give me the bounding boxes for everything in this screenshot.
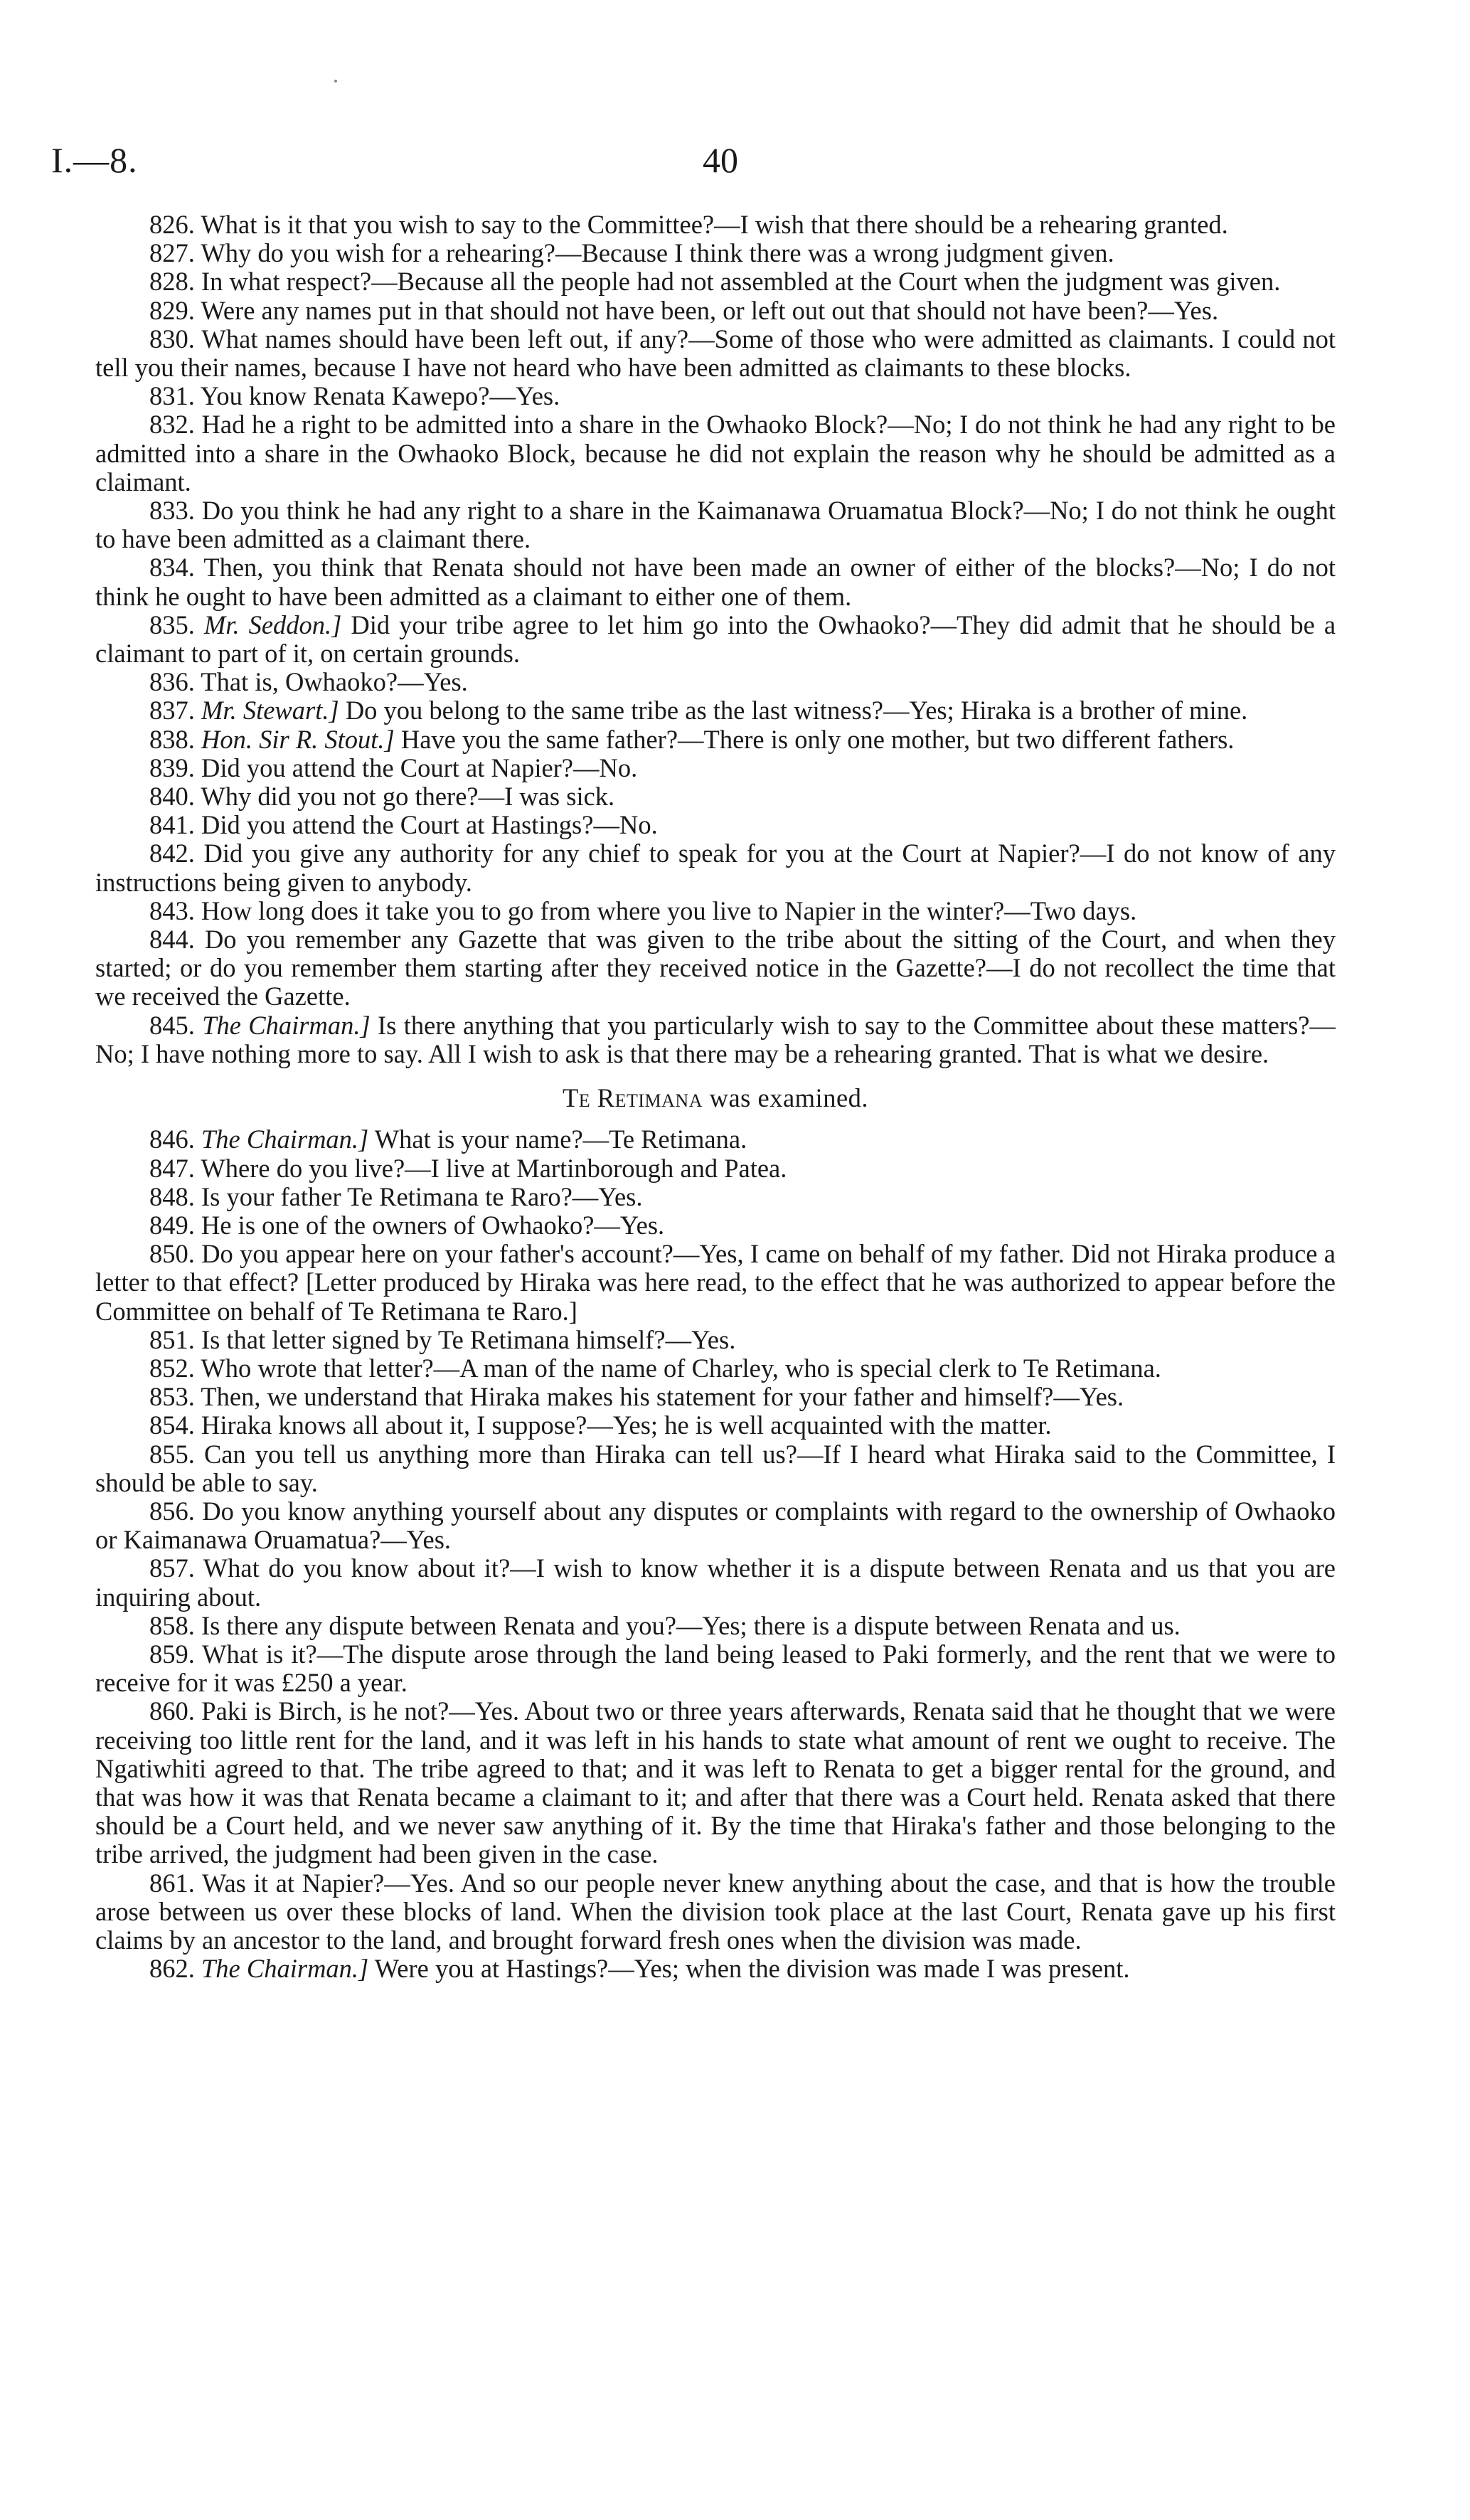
question-text: Can you tell us anything more than Hiraka can tell us?—If I heard what Hiraka said to the Committee, I should be able to say. bbox=[95, 1439, 1336, 1497]
speaker-label: Mr. Seddon.] bbox=[203, 610, 342, 639]
question-text: Hiraka knows all about it, I suppose?—Yes; he is well acquainted with the matter. bbox=[201, 1410, 1052, 1440]
question-text: Why did you not go there?—I was sick. bbox=[201, 782, 615, 812]
question-number: 856. bbox=[149, 1496, 195, 1526]
question-paragraph bbox=[95, 1383, 1336, 1411]
question-paragraph bbox=[95, 668, 1336, 696]
question-text: What is your name?—Te Retimana. bbox=[374, 1125, 747, 1154]
section-heading bbox=[95, 1084, 1336, 1112]
question-paragraph bbox=[95, 696, 1336, 725]
question-number: 846. bbox=[149, 1125, 195, 1154]
question-paragraph bbox=[95, 1211, 1336, 1240]
question-text: Were you at Hastings?—Yes; when the division was made I was present. bbox=[374, 1954, 1130, 1984]
question-paragraph bbox=[95, 1183, 1336, 1211]
question-paragraph bbox=[95, 782, 1336, 811]
question-paragraph bbox=[95, 1497, 1336, 1554]
page-number: 40 bbox=[703, 140, 738, 180]
question-paragraph bbox=[95, 611, 1336, 668]
question-number: 859. bbox=[149, 1639, 195, 1669]
question-paragraph bbox=[95, 1354, 1336, 1383]
speaker-label: The Chairman.] bbox=[201, 1954, 369, 1984]
question-number: 826. bbox=[149, 210, 195, 239]
stray-dot bbox=[334, 80, 337, 83]
question-text: You know Renata Kawepo?—Yes. bbox=[200, 381, 560, 411]
question-number: 862. bbox=[149, 1954, 195, 1984]
question-text: Is there any dispute between Renata and you?—Yes; there is a dispute between Renata and us. bbox=[201, 1610, 1181, 1640]
question-paragraph bbox=[95, 325, 1336, 382]
question-paragraph bbox=[95, 553, 1336, 610]
question-text: Do you remember any Gazette that was given to the tribe about the sitting of the Court, and when they started; or do you remember them starting after they received notice in the Gazette?—I do not recollect the time that we received the Gazette. bbox=[95, 925, 1336, 1011]
question-text: How long does it take you to go from where you live to Napier in the winter?—Two days. bbox=[201, 895, 1137, 925]
question-paragraph bbox=[95, 267, 1336, 296]
question-text: Do you belong to the same tribe as the last witness?—Yes; Hiraka is a brother of mine. bbox=[345, 696, 1248, 725]
question-text: He is one of the owners of Owhaoko?—Yes. bbox=[201, 1210, 665, 1240]
question-text: Have you the same father?—There is only one mother, but two different fathers. bbox=[400, 724, 1235, 754]
question-paragraph bbox=[95, 1125, 1336, 1154]
question-text: Is that letter signed by Te Retimana himself?—Yes. bbox=[201, 1324, 736, 1354]
question-paragraph bbox=[95, 1955, 1336, 1983]
question-paragraph bbox=[95, 1411, 1336, 1440]
question-text: Did you give any authority for any chief to speak for you at the Court at Napier?—I do not know of any instructions being given to anybody. bbox=[95, 839, 1336, 897]
question-paragraph bbox=[95, 297, 1336, 325]
question-number: 849. bbox=[149, 1210, 195, 1240]
question-number: 832. bbox=[149, 410, 195, 440]
question-text: Was it at Napier?—Yes. And so our people never knew anything about the case, and that is how the trouble arose between us over these blocks of land. When the division took place at the last Court, Renata gave up his first claims by an ancestor to the land, and brought forward fresh ones when the division was made. bbox=[95, 1868, 1336, 1955]
question-text: What do you know about it?—I wish to know whether it is a dispute between Renata and us that you are inquiring about. bbox=[95, 1553, 1336, 1612]
speaker-label: The Chairman.] bbox=[201, 1125, 369, 1154]
speaker-label: The Chairman.] bbox=[202, 1010, 371, 1040]
question-text: Do you appear here on your father's account?—Yes, I came on behalf of my father. Did not Hiraka produce a letter to that effect? [Letter produced by Hiraka was here read, to the effect that he was authorized to appear before the Committee on behalf of Te Retimana te Raro.] bbox=[95, 1239, 1336, 1326]
witness-name: Te Retimana bbox=[562, 1083, 703, 1113]
testimony-block-1 bbox=[95, 211, 1336, 1068]
question-number: 829. bbox=[149, 295, 195, 325]
question-paragraph bbox=[95, 211, 1336, 239]
question-paragraph bbox=[95, 1440, 1336, 1497]
question-paragraph bbox=[95, 1154, 1336, 1183]
question-paragraph bbox=[95, 1612, 1336, 1640]
question-text: Then, you think that Renata should not have been made an owner of either of the blocks?—No; I do not think he ought to have been admitted as a claimant to either one of them. bbox=[95, 553, 1336, 611]
question-number: 841. bbox=[149, 810, 195, 840]
question-paragraph bbox=[95, 1869, 1336, 1955]
question-paragraph bbox=[95, 1011, 1336, 1068]
question-number: 845. bbox=[149, 1010, 195, 1040]
question-number: 855. bbox=[149, 1439, 195, 1469]
document-body bbox=[95, 211, 1336, 1983]
question-paragraph bbox=[95, 382, 1336, 410]
question-paragraph bbox=[95, 897, 1336, 925]
question-number: 861. bbox=[149, 1868, 195, 1898]
question-text: Paki is Birch, is he not?—Yes. About two or three years afterwards, Renata said that he thought that we were receiving too little rent for the land, and it was left in his hands to state what amount of rent we ought to receive. The Ngatiwhiti agreed to that. The tribe agreed to that; and it was left to Renata to get a bigger rental for the ground, and that was how it was that Renata became a claimant to it; and after that there was a Court held. Renata asked that there should be a Court held, and we never saw anything of it. By the time that Hiraka's father and those belonging to the tribe arrived, the judgment had been given in the case. bbox=[95, 1696, 1336, 1869]
question-text: In what respect?—Because all the people had not assembled at the Court when the judgment was given. bbox=[201, 267, 1281, 297]
question-number: 860. bbox=[149, 1696, 195, 1726]
question-text: That is, Owhaoko?—Yes. bbox=[201, 667, 468, 697]
question-paragraph bbox=[95, 1554, 1336, 1611]
question-number: 836. bbox=[149, 667, 195, 697]
question-text: What is it?—The dispute arose through the land being leased to Paki formerly, and the rent that we were to receive for it was £250 a year. bbox=[95, 1639, 1336, 1698]
question-text: Is there anything that you particularly wish to say to the Committee about these matters?—No; I have nothing more to say. All I wish to ask is that there may be a rehearing granted. That is what we desire. bbox=[95, 1010, 1336, 1068]
question-paragraph bbox=[95, 925, 1336, 1011]
question-number: 842. bbox=[149, 839, 195, 868]
question-paragraph bbox=[95, 1697, 1336, 1868]
question-paragraph bbox=[95, 725, 1336, 754]
question-text: Did you attend the Court at Napier?—No. bbox=[201, 753, 638, 782]
question-paragraph bbox=[95, 410, 1336, 496]
question-text: What is it that you wish to say to the Committee?—I wish that there should be a rehearing granted. bbox=[201, 210, 1228, 239]
question-paragraph bbox=[95, 1326, 1336, 1354]
question-text: Were any names put in that should not have been, or left out out that should not have been?—Yes. bbox=[201, 295, 1219, 325]
page-id: I.—8. bbox=[51, 140, 138, 180]
question-text: Do you think he had any right to a share in the Kaimanawa Oruamatua Block?—No; I do not think he ought to have been admitted as a claimant there. bbox=[95, 496, 1336, 554]
question-paragraph bbox=[95, 239, 1336, 267]
question-paragraph bbox=[95, 839, 1336, 896]
question-number: 844. bbox=[149, 925, 195, 955]
question-text: Then, we understand that Hiraka makes his statement for your father and himself?—Yes. bbox=[201, 1382, 1124, 1412]
speaker-label: Mr. Stewart.] bbox=[201, 696, 339, 725]
question-paragraph bbox=[95, 1640, 1336, 1697]
question-number: 848. bbox=[149, 1181, 195, 1211]
question-number: 835. bbox=[149, 610, 195, 639]
question-number: 854. bbox=[149, 1410, 195, 1440]
question-text: Did your tribe agree to let him go into the Owhaoko?—They did admit that he should be a claimant to part of it, on certain grounds. bbox=[95, 610, 1336, 669]
heading-rest: was examined. bbox=[709, 1083, 869, 1113]
speaker-label: Hon. Sir R. Stout.] bbox=[201, 724, 395, 754]
question-text: Is your father Te Retimana te Raro?—Yes. bbox=[201, 1181, 643, 1211]
question-text: What names should have been left out, if any?—Some of those who were admitted as claimants. I could not tell you their names, because I have not heard who have been admitted as claimants to these blocks. bbox=[95, 324, 1336, 383]
question-number: 838. bbox=[149, 724, 195, 754]
question-number: 858. bbox=[149, 1610, 195, 1640]
question-number: 853. bbox=[149, 1382, 195, 1412]
testimony-block-2 bbox=[95, 1125, 1336, 1983]
question-number: 828. bbox=[149, 267, 195, 297]
question-number: 833. bbox=[149, 496, 195, 526]
question-paragraph bbox=[95, 496, 1336, 553]
question-number: 850. bbox=[149, 1239, 195, 1269]
question-number: 839. bbox=[149, 753, 195, 782]
question-number: 843. bbox=[149, 895, 195, 925]
question-text: Did you attend the Court at Hastings?—No. bbox=[201, 810, 658, 840]
question-number: 834. bbox=[149, 553, 195, 583]
question-paragraph bbox=[95, 811, 1336, 839]
question-text: Who wrote that letter?—A man of the name of Charley, who is special clerk to Te Retimana. bbox=[201, 1353, 1161, 1383]
question-number: 840. bbox=[149, 782, 195, 812]
question-number: 830. bbox=[149, 324, 195, 353]
question-text: Why do you wish for a rehearing?—Because I think there was a wrong judgment given. bbox=[201, 238, 1114, 268]
question-paragraph bbox=[95, 1240, 1336, 1326]
question-number: 827. bbox=[149, 238, 195, 268]
question-number: 852. bbox=[149, 1353, 195, 1383]
question-paragraph bbox=[95, 754, 1336, 782]
question-number: 847. bbox=[149, 1153, 195, 1183]
question-number: 831. bbox=[149, 381, 195, 411]
question-number: 857. bbox=[149, 1553, 195, 1583]
question-text: Had he a right to be admitted into a share in the Owhaoko Block?—No; I do not think he had any right to be admitted into a share in the Owhaoko Block, because he did not explain the reason why he should be admitted as a claimant. bbox=[95, 410, 1336, 496]
question-text: Do you know anything yourself about any disputes or complaints with regard to the ownership of Owhaoko or Kaimanawa Oruamatua?—Yes. bbox=[95, 1496, 1336, 1555]
question-number: 851. bbox=[149, 1324, 195, 1354]
question-number: 837. bbox=[149, 696, 195, 725]
question-text: Where do you live?—I live at Martinborough and Patea. bbox=[201, 1153, 787, 1183]
